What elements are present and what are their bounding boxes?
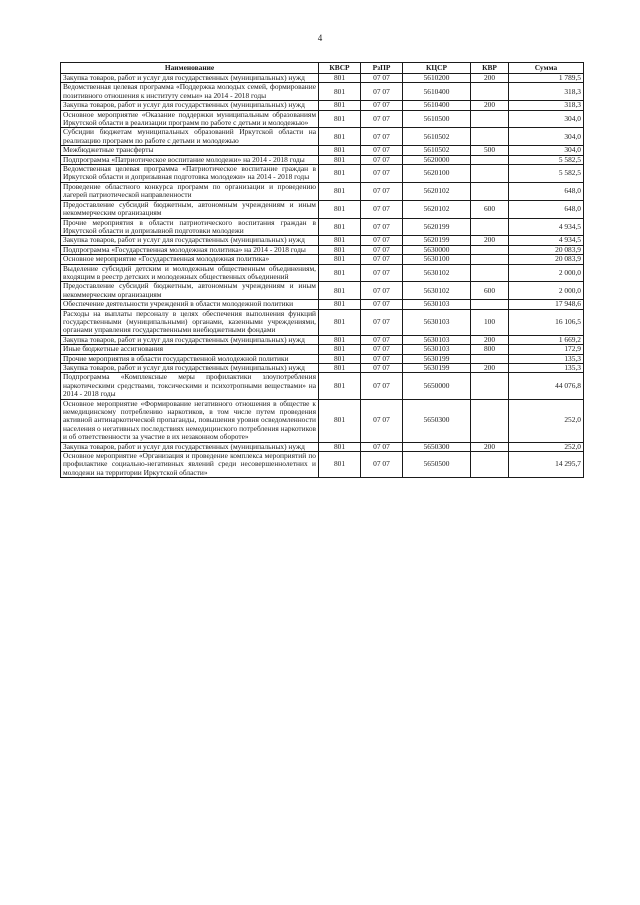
cell-name: Основное мероприятие «Государственная молодежная политика» xyxy=(61,255,319,264)
cell-rzpr: 07 07 xyxy=(361,399,403,442)
cell-kvsr: 801 xyxy=(319,128,361,146)
cell-rzpr: 07 07 xyxy=(361,309,403,335)
table-row xyxy=(61,110,584,128)
cell-sum: 172,9 xyxy=(509,345,584,354)
cell-kcsr: 5630000 xyxy=(403,245,471,254)
cell-kcsr: 5630102 xyxy=(403,264,471,282)
cell-sum: 318,3 xyxy=(509,101,584,110)
cell-kvsr: 801 xyxy=(319,354,361,363)
cell-rzpr: 07 07 xyxy=(361,245,403,254)
cell-sum: 252,0 xyxy=(509,399,584,442)
cell-rzpr: 07 07 xyxy=(361,335,403,344)
cell-rzpr: 07 07 xyxy=(361,128,403,146)
table-row xyxy=(61,264,584,282)
table-row xyxy=(61,165,584,183)
table-row xyxy=(61,146,584,155)
cell-name: Основное мероприятие «Оказание поддержки муниципальным образованиям Иркутской области в реализации программ по работе с детьми и молодежью» xyxy=(61,110,319,128)
cell-rzpr: 07 07 xyxy=(361,300,403,309)
cell-kcsr: 5650500 xyxy=(403,452,471,478)
cell-kvsr: 801 xyxy=(319,399,361,442)
cell-name: Закупка товаров, работ и услуг для государственных (муниципальных) нужд xyxy=(61,101,319,110)
cell-name: Выделение субсидий детским и молодежным общественным объединениям, входящим в реестр детских и молодежных общественных объединений xyxy=(61,264,319,282)
table-row xyxy=(61,309,584,335)
cell-name: Прочие мероприятия в области государственной молодежной политики xyxy=(61,354,319,363)
cell-rzpr: 07 07 xyxy=(361,146,403,155)
table-row xyxy=(61,282,584,300)
cell-sum: 4 934,5 xyxy=(509,236,584,245)
cell-kvsr: 801 xyxy=(319,300,361,309)
cell-sum: 2 000,0 xyxy=(509,282,584,300)
cell-kvr xyxy=(471,128,509,146)
cell-kvr xyxy=(471,83,509,101)
cell-rzpr: 07 07 xyxy=(361,364,403,373)
cell-kvr xyxy=(471,155,509,164)
cell-kvr xyxy=(471,245,509,254)
cell-kvr: 200 xyxy=(471,101,509,110)
cell-kcsr: 5630103 xyxy=(403,300,471,309)
cell-name: Основное мероприятие «Организация и проведение комплекса мероприятий по профилактике социально-негативных явлений среди несовершеннолетних и молодежи на территории Иркутской области» xyxy=(61,452,319,478)
cell-kvr xyxy=(471,373,509,399)
cell-kcsr: 5620000 xyxy=(403,155,471,164)
cell-kvsr: 801 xyxy=(319,335,361,344)
cell-kcsr: 5620102 xyxy=(403,182,471,200)
header-name: Наименование xyxy=(61,63,319,74)
cell-kvsr: 801 xyxy=(319,236,361,245)
cell-kvsr: 801 xyxy=(319,264,361,282)
cell-rzpr: 07 07 xyxy=(361,182,403,200)
table-row xyxy=(61,101,584,110)
cell-kcsr: 5610400 xyxy=(403,101,471,110)
cell-sum: 17 948,6 xyxy=(509,300,584,309)
cell-sum: 304,0 xyxy=(509,110,584,128)
cell-kvr xyxy=(471,182,509,200)
cell-kvr: 600 xyxy=(471,282,509,300)
cell-kvsr: 801 xyxy=(319,255,361,264)
cell-sum: 318,3 xyxy=(509,83,584,101)
cell-sum: 304,0 xyxy=(509,146,584,155)
cell-sum: 135,3 xyxy=(509,354,584,363)
cell-name: Ведомственная целевая программа «Поддержка молодых семей, формирование позитивного отношения к институту семьи» на 2014 - 2018 годы xyxy=(61,83,319,101)
cell-kvsr: 801 xyxy=(319,309,361,335)
cell-kcsr: 5630102 xyxy=(403,282,471,300)
cell-kcsr: 5610400 xyxy=(403,83,471,101)
cell-sum: 5 582,5 xyxy=(509,155,584,164)
cell-sum: 648,0 xyxy=(509,182,584,200)
cell-sum: 648,0 xyxy=(509,200,584,218)
cell-rzpr: 07 07 xyxy=(361,452,403,478)
cell-rzpr: 07 07 xyxy=(361,255,403,264)
table-row xyxy=(61,218,584,236)
table-row xyxy=(61,182,584,200)
cell-rzpr: 07 07 xyxy=(361,83,403,101)
cell-kvsr: 801 xyxy=(319,245,361,254)
cell-sum: 1 789,5 xyxy=(509,74,584,83)
cell-kcsr: 5610502 xyxy=(403,128,471,146)
cell-kcsr: 5620102 xyxy=(403,200,471,218)
cell-kvsr: 801 xyxy=(319,345,361,354)
cell-name: Прочие мероприятия в области патриотического воспитания граждан в Иркутской области и допризывной подготовки молодежи xyxy=(61,218,319,236)
cell-kvsr: 801 xyxy=(319,155,361,164)
cell-sum: 14 295,7 xyxy=(509,452,584,478)
cell-rzpr: 07 07 xyxy=(361,101,403,110)
cell-kvsr: 801 xyxy=(319,165,361,183)
cell-name: Расходы на выплаты персоналу в целях обеспечения выполнения функций государственными (муниципальными) органами, казенными учреждениями, органами управления государственными внебюджетными фондами xyxy=(61,309,319,335)
cell-kvr: 600 xyxy=(471,200,509,218)
page-number: 4 xyxy=(317,33,323,43)
cell-rzpr: 07 07 xyxy=(361,354,403,363)
cell-sum: 135,3 xyxy=(509,364,584,373)
header-kvr: КВР xyxy=(471,63,509,74)
header-rzpr: РзПР xyxy=(361,63,403,74)
cell-kcsr: 5610500 xyxy=(403,110,471,128)
cell-rzpr: 07 07 xyxy=(361,442,403,451)
cell-rzpr: 07 07 xyxy=(361,110,403,128)
cell-kvsr: 801 xyxy=(319,218,361,236)
cell-kvr xyxy=(471,165,509,183)
cell-sum: 16 106,5 xyxy=(509,309,584,335)
cell-sum: 20 083,9 xyxy=(509,245,584,254)
cell-name: Ведомственная целевая программа «Патриотическое воспитание граждан в Иркутской области и допризывная подготовка молодежи» на 2014 - 2018 годы xyxy=(61,165,319,183)
cell-name: Предоставление субсидий бюджетным, автономным учреждениям и иным некоммерческим организациям xyxy=(61,282,319,300)
cell-kcsr: 5610502 xyxy=(403,146,471,155)
cell-kvr xyxy=(471,218,509,236)
table-row xyxy=(61,345,584,354)
cell-kvsr: 801 xyxy=(319,200,361,218)
cell-kcsr: 5630100 xyxy=(403,255,471,264)
cell-kvr: 800 xyxy=(471,345,509,354)
cell-name: Закупка товаров, работ и услуг для государственных (муниципальных) нужд xyxy=(61,442,319,451)
table-row xyxy=(61,83,584,101)
cell-kcsr: 5630103 xyxy=(403,309,471,335)
cell-kvsr: 801 xyxy=(319,101,361,110)
cell-name: Закупка товаров, работ и услуг для государственных (муниципальных) нужд xyxy=(61,364,319,373)
cell-rzpr: 07 07 xyxy=(361,165,403,183)
cell-kvr: 200 xyxy=(471,442,509,451)
table-row xyxy=(61,236,584,245)
cell-name: Межбюджетные трансферты xyxy=(61,146,319,155)
cell-rzpr: 07 07 xyxy=(361,264,403,282)
table-row xyxy=(61,128,584,146)
cell-name: Закупка товаров, работ и услуг для государственных (муниципальных) нужд xyxy=(61,236,319,245)
cell-sum: 304,0 xyxy=(509,128,584,146)
cell-name: Основное мероприятие «Формирование негативного отношения в обществе к немедицинскому потреблению наркотиков, в том числе путем проведения активной антинаркотической пропаганды, повышения уровня осведомленности населения о негативных последствиях немедицинского потребления наркотиков и об ответственности за участие в их незаконном обороте» xyxy=(61,399,319,442)
cell-name: Подпрограмма «Патриотическое воспитание молодежи» на 2014 - 2018 годы xyxy=(61,155,319,164)
header-sum: Сумма xyxy=(509,63,584,74)
table-row xyxy=(61,200,584,218)
cell-kvsr: 801 xyxy=(319,442,361,451)
cell-name: Проведение областного конкурса программ по организации и проведению лагерей патриотической направленности xyxy=(61,182,319,200)
cell-name: Субсидии бюджетам муниципальных образований Иркутской области на реализацию программ по работе с детьми и молодежью xyxy=(61,128,319,146)
cell-sum: 1 669,2 xyxy=(509,335,584,344)
cell-name: Обеспечение деятельности учреждений в области молодежной политики xyxy=(61,300,319,309)
table-row xyxy=(61,399,584,442)
cell-kvr: 200 xyxy=(471,364,509,373)
cell-name: Закупка товаров, работ и услуг для государственных (муниципальных) нужд xyxy=(61,74,319,83)
cell-kvsr: 801 xyxy=(319,83,361,101)
cell-sum: 2 000,0 xyxy=(509,264,584,282)
cell-name: Подпрограмма «Комплексные меры профилактики злоупотребления наркотическими средствами, токсическими и психотропными веществами» на 2014 - 2018 годы xyxy=(61,373,319,399)
cell-rzpr: 07 07 xyxy=(361,345,403,354)
cell-kvr xyxy=(471,399,509,442)
cell-kvr: 200 xyxy=(471,236,509,245)
header-kvsr: КВСР xyxy=(319,63,361,74)
cell-kcsr: 5630103 xyxy=(403,345,471,354)
cell-kcsr: 5620199 xyxy=(403,236,471,245)
table-row xyxy=(61,452,584,478)
cell-kcsr: 5610200 xyxy=(403,74,471,83)
cell-name: Иные бюджетные ассигнования xyxy=(61,345,319,354)
cell-sum: 252,0 xyxy=(509,442,584,451)
cell-rzpr: 07 07 xyxy=(361,74,403,83)
cell-rzpr: 07 07 xyxy=(361,155,403,164)
cell-name: Подпрограмма «Государственная молодежная политика» на 2014 - 2018 годы xyxy=(61,245,319,254)
cell-kvsr: 801 xyxy=(319,110,361,128)
cell-kvsr: 801 xyxy=(319,373,361,399)
cell-rzpr: 07 07 xyxy=(361,282,403,300)
cell-kcsr: 5650000 xyxy=(403,373,471,399)
cell-kvsr: 801 xyxy=(319,282,361,300)
header-kcsr: КЦСР xyxy=(403,63,471,74)
cell-kcsr: 5650300 xyxy=(403,442,471,451)
cell-sum: 4 934,5 xyxy=(509,218,584,236)
cell-rzpr: 07 07 xyxy=(361,218,403,236)
cell-kvr xyxy=(471,255,509,264)
cell-rzpr: 07 07 xyxy=(361,236,403,245)
cell-kvsr: 801 xyxy=(319,146,361,155)
cell-kcsr: 5620100 xyxy=(403,165,471,183)
cell-sum: 44 076,8 xyxy=(509,373,584,399)
cell-kvsr: 801 xyxy=(319,182,361,200)
cell-kvr: 100 xyxy=(471,309,509,335)
cell-name: Закупка товаров, работ и услуг для государственных (муниципальных) нужд xyxy=(61,335,319,344)
cell-sum: 20 083,9 xyxy=(509,255,584,264)
cell-sum: 5 582,5 xyxy=(509,165,584,183)
cell-kvsr: 801 xyxy=(319,74,361,83)
cell-kvr xyxy=(471,452,509,478)
table-row xyxy=(61,300,584,309)
cell-kcsr: 5650300 xyxy=(403,399,471,442)
cell-kvr xyxy=(471,300,509,309)
cell-rzpr: 07 07 xyxy=(361,200,403,218)
cell-kvsr: 801 xyxy=(319,364,361,373)
table-row xyxy=(61,373,584,399)
cell-kcsr: 5630199 xyxy=(403,364,471,373)
cell-kcsr: 5630103 xyxy=(403,335,471,344)
cell-kvsr: 801 xyxy=(319,452,361,478)
cell-name: Предоставление субсидий бюджетным, автономным учреждениям и иным некоммерческим организациям xyxy=(61,200,319,218)
cell-kvr: 200 xyxy=(471,74,509,83)
cell-kvr: 500 xyxy=(471,146,509,155)
cell-kvr: 200 xyxy=(471,335,509,344)
table-row xyxy=(61,255,584,264)
budget-table xyxy=(60,62,584,478)
cell-kvr xyxy=(471,264,509,282)
cell-kvr xyxy=(471,110,509,128)
cell-kcsr: 5620199 xyxy=(403,218,471,236)
cell-kcsr: 5630199 xyxy=(403,354,471,363)
cell-rzpr: 07 07 xyxy=(361,373,403,399)
table-header-row xyxy=(61,63,584,74)
